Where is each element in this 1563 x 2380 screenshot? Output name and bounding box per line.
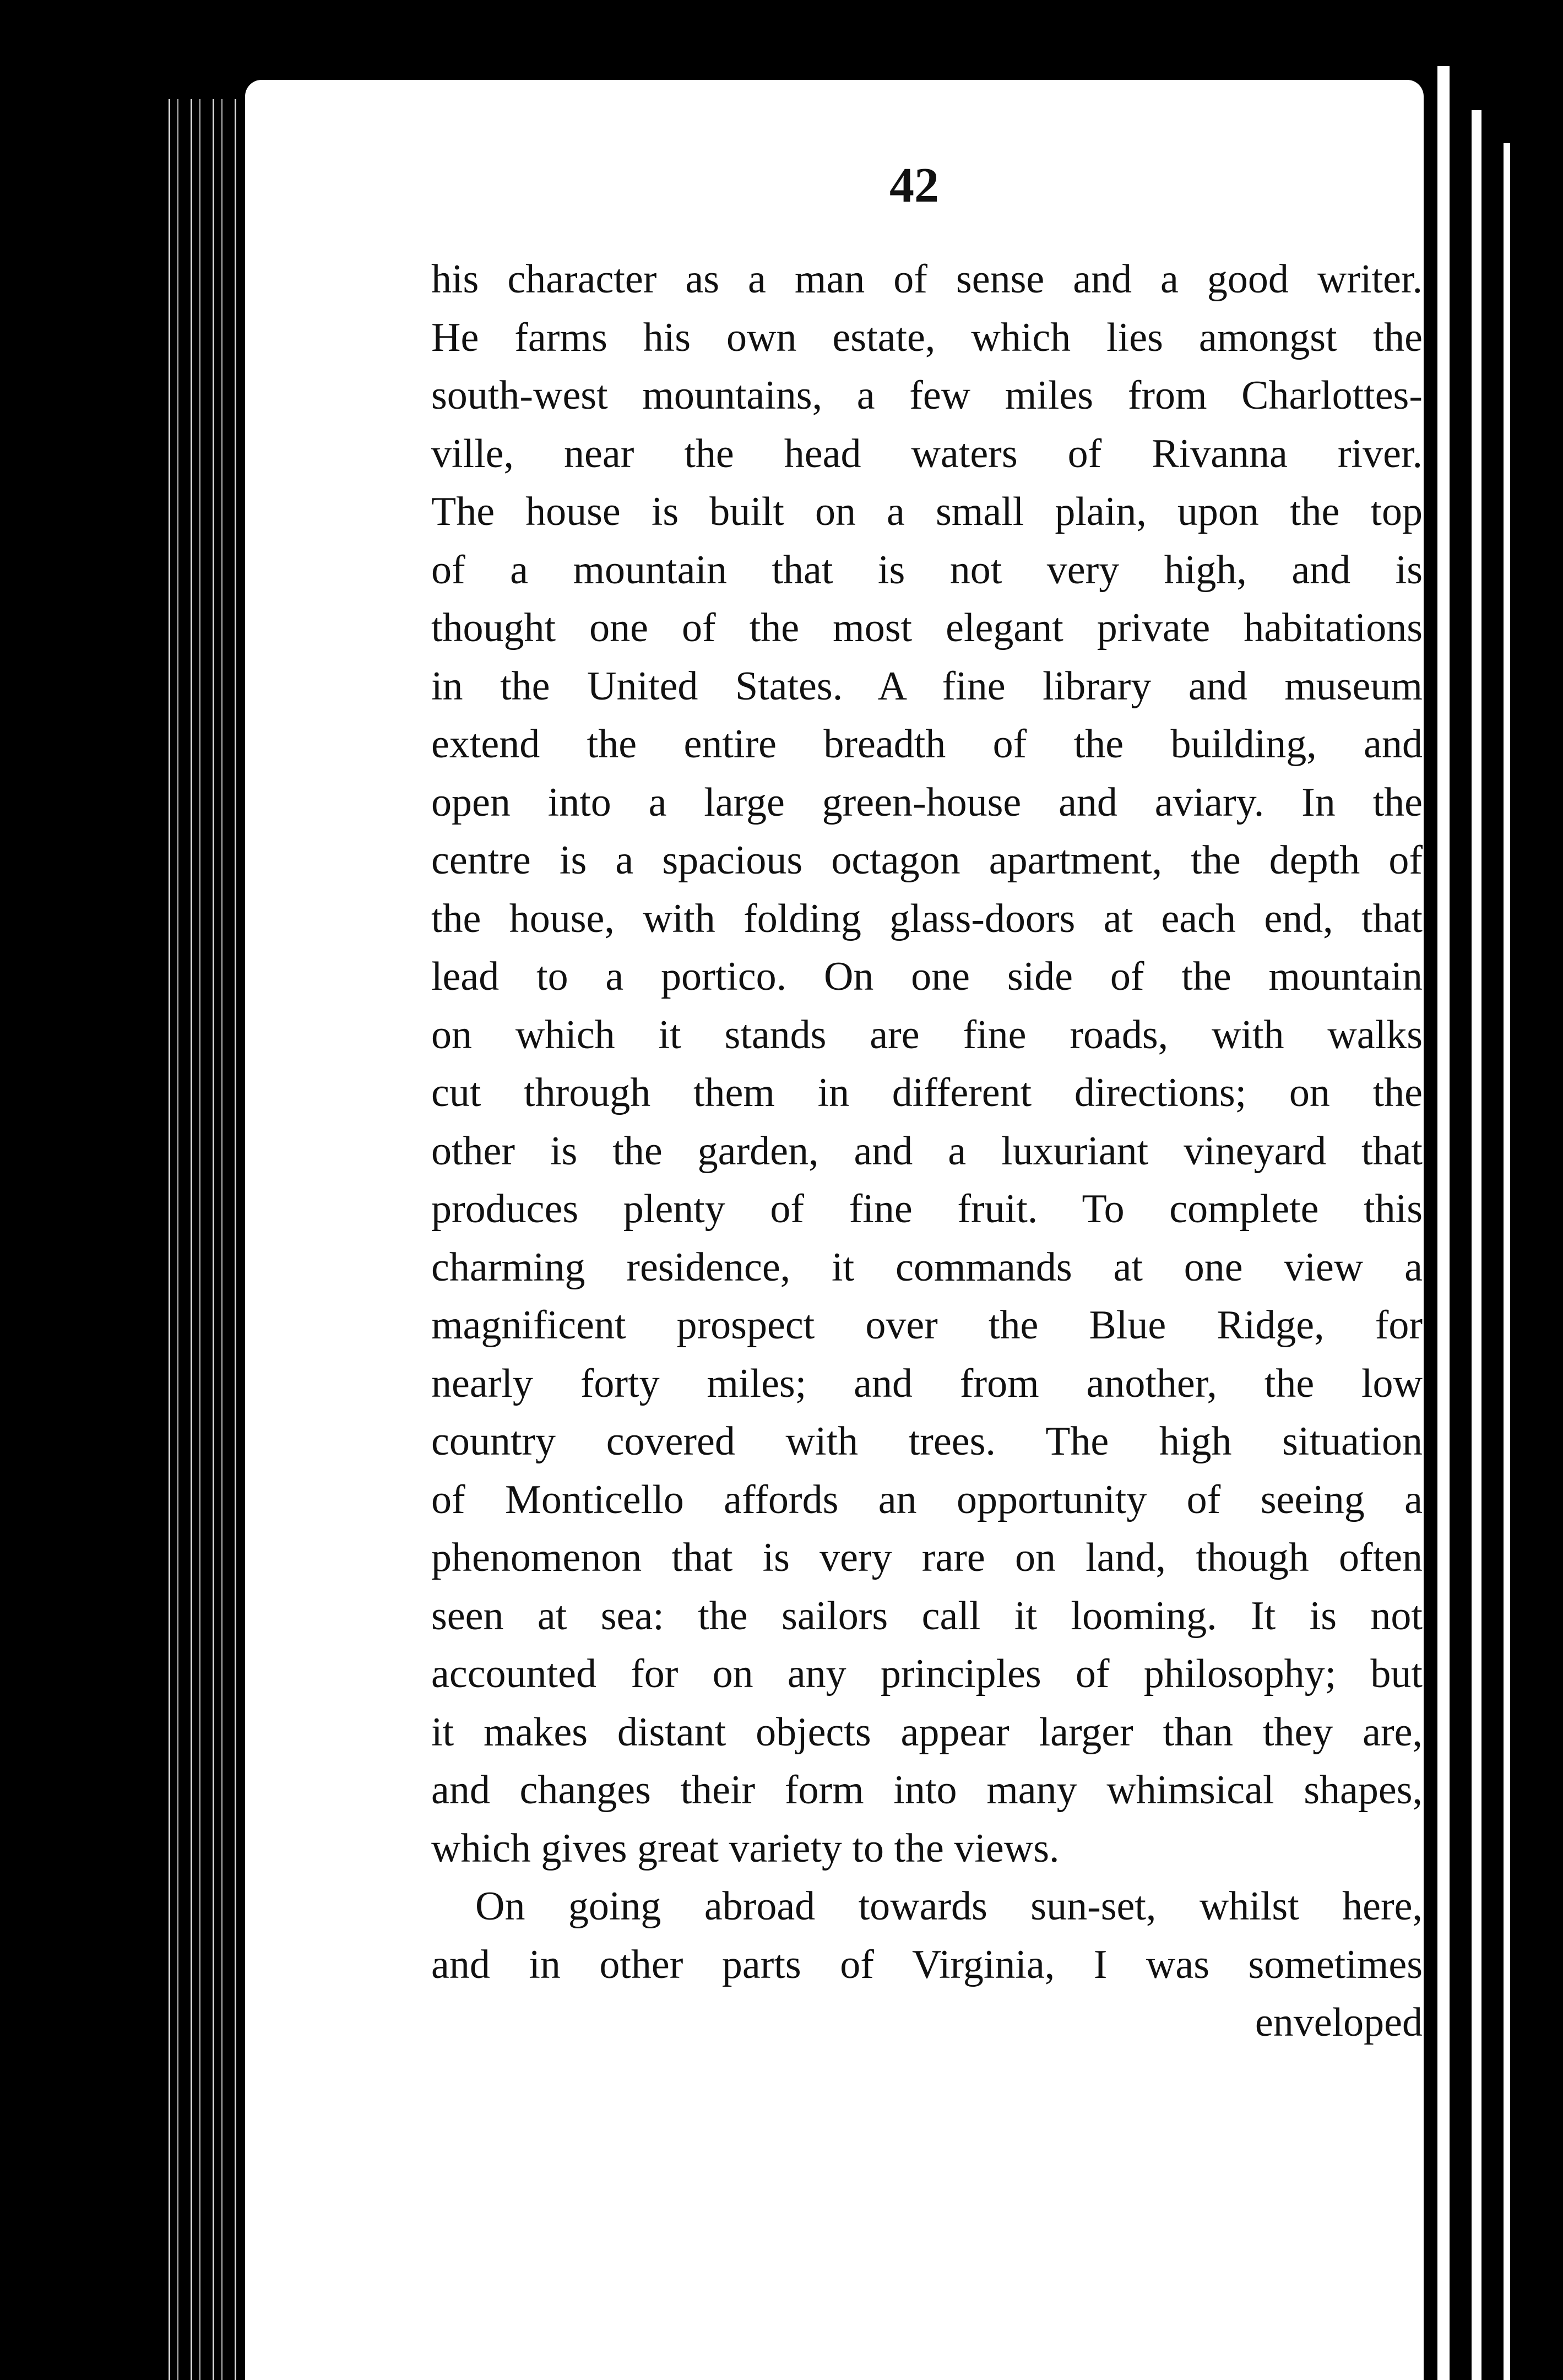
text-line: cut through them in different directions; on the bbox=[431, 1070, 1423, 1115]
text-line: on which it stands are fine roads, with walks bbox=[431, 1012, 1423, 1058]
text-line: charming residence, it commands at one view a bbox=[431, 1244, 1423, 1290]
text-line: which gives great variety to the views. bbox=[431, 1825, 1060, 1871]
text-line: seen at sea: the sailors call it looming. It is not bbox=[431, 1593, 1423, 1639]
text-line: country covered with trees. The high situation bbox=[431, 1419, 1423, 1464]
page-edge bbox=[1504, 143, 1510, 2380]
text-line: extend the entire breadth of the building, and bbox=[431, 722, 1423, 767]
catchword: enveloped bbox=[1255, 2000, 1423, 2045]
text-line: thought one of the most elegant private habitations bbox=[431, 605, 1423, 650]
text-line: his character as a man of sense and a good writer. bbox=[431, 257, 1423, 302]
book-binding bbox=[165, 99, 237, 2380]
text-line: phenomenon that is very rare on land, though often bbox=[431, 1535, 1423, 1580]
text-line: nearly forty miles; and from another, the low bbox=[431, 1360, 1423, 1406]
text-line: in the United States. A fine library and museum bbox=[431, 663, 1423, 709]
page-number: 42 bbox=[889, 158, 939, 213]
text-line: ville, near the head waters of Rivanna river. bbox=[431, 431, 1423, 476]
text-line: it makes distant objects appear larger than they are, bbox=[431, 1709, 1423, 1755]
text-line: other is the garden, and a luxuriant vineyard that bbox=[431, 1128, 1423, 1174]
text-line: open into a large green-house and aviary. In the bbox=[431, 779, 1423, 825]
text-line: and changes their form into many whimsical shapes, bbox=[431, 1768, 1423, 1813]
text-line: south-west mountains, a few miles from Charlottes- bbox=[431, 373, 1423, 418]
text-line: lead to a portico. On one side of the mountain bbox=[431, 954, 1423, 999]
text-line: and in other parts of Virginia, I was sometimes bbox=[431, 1942, 1423, 1987]
text-line: the house, with folding glass-doors at each end, that bbox=[431, 896, 1423, 941]
text-line: produces plenty of fine fruit. To complete this bbox=[431, 1186, 1423, 1232]
page-body-text bbox=[431, 251, 1423, 2052]
page-edge bbox=[1437, 66, 1450, 2380]
text-line: centre is a spacious octagon apartment, the depth of bbox=[431, 838, 1423, 883]
text-line: of Monticello affords an opportunity of seeing a bbox=[431, 1477, 1423, 1522]
text-line: accounted for on any principles of philosophy; but bbox=[431, 1651, 1423, 1696]
text-line: of a mountain that is not very high, and is bbox=[431, 547, 1423, 593]
text-line: magnificent prospect over the Blue Ridge, for bbox=[431, 1303, 1423, 1348]
page-edge bbox=[1472, 110, 1481, 2380]
text-line: On going abroad towards sun-set, whilst here, bbox=[475, 1884, 1423, 1929]
text-line: He farms his own estate, which lies amongst the bbox=[431, 315, 1423, 360]
text-line: The house is built on a small plain, upon the top bbox=[431, 489, 1423, 534]
